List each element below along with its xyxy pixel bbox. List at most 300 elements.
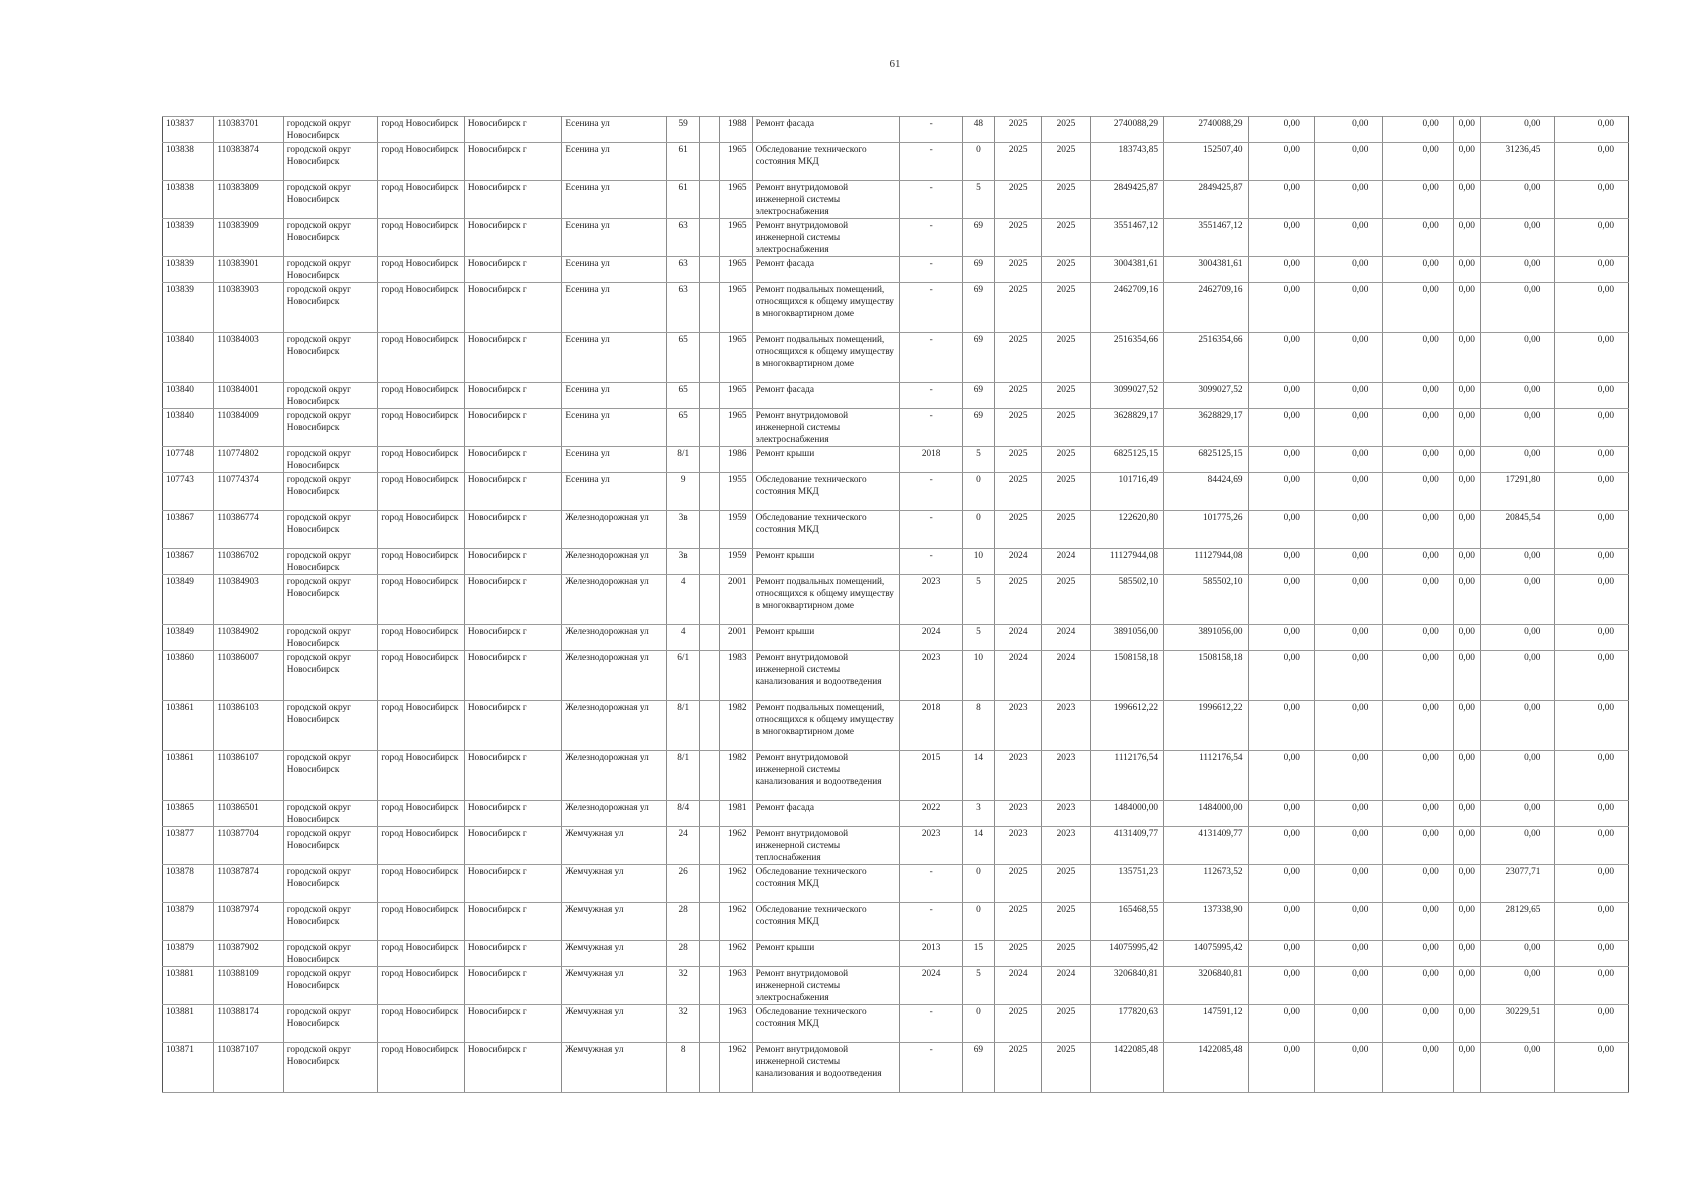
cell-work-type: Ремонт крыши [752, 549, 900, 575]
cell-municipal-district: городской округ Новосибирск [283, 511, 378, 549]
cell-locality: Новосибирск г [464, 181, 562, 219]
cell-house-number: 26 [667, 865, 700, 903]
cell-extra-cost: 0,00 [1555, 143, 1629, 181]
cell-other-cost: 23077,71 [1480, 865, 1554, 903]
cell-build-year: 1962 [720, 941, 752, 967]
cell-local-support: 0,00 [1383, 549, 1453, 575]
cell-plan-year-start: 2025 [995, 219, 1042, 257]
cell-last-repair-year: - [900, 181, 962, 219]
cell-settlement: город Новосибирск [378, 967, 465, 1005]
cell-extra-cost: 0,00 [1555, 511, 1629, 549]
cell-object-code: 110387874 [214, 865, 283, 903]
cell-fund-cost: 2740088,29 [1164, 117, 1249, 143]
table-row [163, 117, 1629, 143]
cell-plan-year-end: 2025 [1042, 473, 1090, 511]
cell-other-cost: 20845,54 [1480, 511, 1554, 549]
cell-settlement: город Новосибирск [378, 473, 465, 511]
cell-total-cost: 177820,63 [1090, 1005, 1163, 1043]
cell-record-id: 103840 [163, 383, 214, 409]
cell-owner-cost: 0,00 [1453, 801, 1480, 827]
cell-build-year: 1965 [720, 333, 752, 383]
cell-wear-percent: 69 [962, 383, 994, 409]
cell-plan-year-end: 2025 [1042, 383, 1090, 409]
cell-fund-cost: 112673,52 [1164, 865, 1249, 903]
cell-house-number: 65 [667, 333, 700, 383]
cell-extra-cost: 0,00 [1555, 257, 1629, 283]
cell-other-cost: 0,00 [1480, 827, 1554, 865]
cell-wear-percent: 69 [962, 409, 994, 447]
cell-municipal-district: городской округ Новосибирск [283, 447, 378, 473]
cell-wear-percent: 0 [962, 1005, 994, 1043]
cell-settlement: город Новосибирск [378, 257, 465, 283]
cell-fund-cost: 585502,10 [1164, 575, 1249, 625]
cell-fund-cost: 1112176,54 [1164, 751, 1249, 801]
cell-settlement: город Новосибирск [378, 383, 465, 409]
cell-work-type: Обследование технического состояния МКД [752, 473, 900, 511]
cell-settlement: город Новосибирск [378, 651, 465, 701]
cell-object-code: 110386103 [214, 701, 283, 751]
cell-wear-percent: 0 [962, 473, 994, 511]
cell-municipal-district: городской округ Новосибирск [283, 333, 378, 383]
table-row [163, 473, 1629, 511]
cell-build-year: 1962 [720, 903, 752, 941]
cell-house-number: 65 [667, 409, 700, 447]
cell-object-code: 110384902 [214, 625, 283, 651]
capital-repair-register-table [162, 116, 1629, 1093]
cell-owner-cost: 0,00 [1453, 701, 1480, 751]
cell-building [700, 409, 720, 447]
cell-other-cost: 0,00 [1480, 751, 1554, 801]
cell-locality: Новосибирск г [464, 801, 562, 827]
cell-street: Есенина ул [562, 333, 667, 383]
cell-wear-percent: 69 [962, 219, 994, 257]
cell-plan-year-start: 2025 [995, 941, 1042, 967]
cell-settlement: город Новосибирск [378, 333, 465, 383]
cell-total-cost: 2849425,87 [1090, 181, 1163, 219]
cell-last-repair-year: 2013 [900, 941, 962, 967]
cell-owner-cost: 0,00 [1453, 751, 1480, 801]
cell-plan-year-end: 2025 [1042, 1043, 1090, 1093]
cell-object-code: 110387974 [214, 903, 283, 941]
table-row [163, 701, 1629, 751]
cell-building [700, 473, 720, 511]
cell-house-number: 61 [667, 143, 700, 181]
cell-build-year: 1981 [720, 801, 752, 827]
cell-owner-cost: 0,00 [1453, 625, 1480, 651]
cell-street: Железнодорожная ул [562, 549, 667, 575]
cell-street: Есенина ул [562, 447, 667, 473]
table-row [163, 827, 1629, 865]
cell-municipal-district: городской округ Новосибирск [283, 903, 378, 941]
cell-settlement: город Новосибирск [378, 575, 465, 625]
cell-object-code: 110384003 [214, 333, 283, 383]
cell-locality: Новосибирск г [464, 219, 562, 257]
cell-building [700, 865, 720, 903]
cell-fund-cost: 3628829,17 [1164, 409, 1249, 447]
cell-plan-year-start: 2023 [995, 827, 1042, 865]
cell-owner-cost: 0,00 [1453, 447, 1480, 473]
cell-work-type: Ремонт внутридомовой инженерной системы электроснабжения [752, 181, 900, 219]
cell-plan-year-end: 2024 [1042, 651, 1090, 701]
cell-local-support: 0,00 [1383, 181, 1453, 219]
cell-municipal-district: городской округ Новосибирск [283, 941, 378, 967]
cell-street: Есенина ул [562, 181, 667, 219]
cell-local-support: 0,00 [1383, 117, 1453, 143]
cell-build-year: 1983 [720, 651, 752, 701]
cell-extra-cost: 0,00 [1555, 941, 1629, 967]
cell-locality: Новосибирск г [464, 409, 562, 447]
cell-record-id: 103867 [163, 549, 214, 575]
cell-street: Железнодорожная ул [562, 575, 667, 625]
cell-object-code: 110386702 [214, 549, 283, 575]
cell-federal-support: 0,00 [1248, 549, 1314, 575]
cell-house-number: 63 [667, 219, 700, 257]
cell-record-id: 103871 [163, 1043, 214, 1093]
cell-building [700, 625, 720, 651]
cell-plan-year-end: 2023 [1042, 827, 1090, 865]
cell-wear-percent: 14 [962, 827, 994, 865]
cell-extra-cost: 0,00 [1555, 801, 1629, 827]
cell-fund-cost: 147591,12 [1164, 1005, 1249, 1043]
cell-plan-year-start: 2024 [995, 549, 1042, 575]
cell-settlement: город Новосибирск [378, 903, 465, 941]
cell-last-repair-year: 2022 [900, 801, 962, 827]
cell-total-cost: 1484000,00 [1090, 801, 1163, 827]
cell-fund-cost: 3004381,61 [1164, 257, 1249, 283]
cell-regional-support: 0,00 [1314, 1043, 1382, 1093]
cell-building [700, 575, 720, 625]
cell-work-type: Ремонт внутридомовой инженерной системы электроснабжения [752, 219, 900, 257]
cell-wear-percent: 15 [962, 941, 994, 967]
cell-owner-cost: 0,00 [1453, 511, 1480, 549]
cell-build-year: 2001 [720, 625, 752, 651]
cell-record-id: 103860 [163, 651, 214, 701]
cell-regional-support: 0,00 [1314, 447, 1382, 473]
cell-work-type: Ремонт подвальных помещений, относящихся к общему имуществу в многоквартирном доме [752, 701, 900, 751]
cell-settlement: город Новосибирск [378, 751, 465, 801]
cell-building [700, 383, 720, 409]
cell-fund-cost: 1422085,48 [1164, 1043, 1249, 1093]
cell-building [700, 1005, 720, 1043]
cell-object-code: 110383701 [214, 117, 283, 143]
cell-locality: Новосибирск г [464, 511, 562, 549]
cell-federal-support: 0,00 [1248, 701, 1314, 751]
cell-total-cost: 2516354,66 [1090, 333, 1163, 383]
cell-street: Жемчужная ул [562, 865, 667, 903]
cell-object-code: 110384009 [214, 409, 283, 447]
cell-extra-cost: 0,00 [1555, 625, 1629, 651]
cell-house-number: 8 [667, 1043, 700, 1093]
cell-fund-cost: 3891056,00 [1164, 625, 1249, 651]
table-row [163, 625, 1629, 651]
cell-settlement: город Новосибирск [378, 511, 465, 549]
cell-wear-percent: 0 [962, 865, 994, 903]
cell-regional-support: 0,00 [1314, 941, 1382, 967]
cell-plan-year-start: 2025 [995, 257, 1042, 283]
cell-work-type: Ремонт подвальных помещений, относящихся к общему имуществу в многоквартирном доме [752, 333, 900, 383]
table-row [163, 549, 1629, 575]
cell-wear-percent: 14 [962, 751, 994, 801]
cell-plan-year-end: 2025 [1042, 865, 1090, 903]
cell-street: Железнодорожная ул [562, 751, 667, 801]
cell-federal-support: 0,00 [1248, 181, 1314, 219]
cell-locality: Новосибирск г [464, 117, 562, 143]
cell-building [700, 903, 720, 941]
cell-plan-year-end: 2025 [1042, 219, 1090, 257]
cell-federal-support: 0,00 [1248, 1005, 1314, 1043]
cell-house-number: 24 [667, 827, 700, 865]
cell-municipal-district: городской округ Новосибирск [283, 801, 378, 827]
table-row [163, 409, 1629, 447]
cell-wear-percent: 0 [962, 903, 994, 941]
cell-settlement: город Новосибирск [378, 283, 465, 333]
cell-object-code: 110383903 [214, 283, 283, 333]
cell-regional-support: 0,00 [1314, 473, 1382, 511]
cell-building [700, 1043, 720, 1093]
table-row [163, 903, 1629, 941]
cell-street: Жемчужная ул [562, 1005, 667, 1043]
cell-other-cost: 0,00 [1480, 283, 1554, 333]
cell-record-id: 103849 [163, 625, 214, 651]
cell-total-cost: 1422085,48 [1090, 1043, 1163, 1093]
cell-federal-support: 0,00 [1248, 383, 1314, 409]
cell-total-cost: 165468,55 [1090, 903, 1163, 941]
cell-work-type: Ремонт внутридомовой инженерной системы канализования и водоотведения [752, 651, 900, 701]
cell-record-id: 103840 [163, 409, 214, 447]
cell-federal-support: 0,00 [1248, 143, 1314, 181]
cell-wear-percent: 8 [962, 701, 994, 751]
cell-fund-cost: 101775,26 [1164, 511, 1249, 549]
cell-total-cost: 2462709,16 [1090, 283, 1163, 333]
cell-work-type: Ремонт фасада [752, 257, 900, 283]
cell-total-cost: 3099027,52 [1090, 383, 1163, 409]
cell-local-support: 0,00 [1383, 827, 1453, 865]
cell-last-repair-year: - [900, 1005, 962, 1043]
cell-record-id: 103839 [163, 257, 214, 283]
cell-locality: Новосибирск г [464, 751, 562, 801]
cell-record-id: 107743 [163, 473, 214, 511]
cell-building [700, 751, 720, 801]
cell-plan-year-end: 2023 [1042, 701, 1090, 751]
cell-owner-cost: 0,00 [1453, 257, 1480, 283]
cell-total-cost: 3628829,17 [1090, 409, 1163, 447]
cell-owner-cost: 0,00 [1453, 181, 1480, 219]
cell-build-year: 1962 [720, 827, 752, 865]
cell-settlement: город Новосибирск [378, 941, 465, 967]
cell-local-support: 0,00 [1383, 143, 1453, 181]
cell-municipal-district: городской округ Новосибирск [283, 1005, 378, 1043]
cell-record-id: 103878 [163, 865, 214, 903]
cell-work-type: Ремонт фасада [752, 383, 900, 409]
cell-street: Жемчужная ул [562, 1043, 667, 1093]
cell-other-cost: 0,00 [1480, 625, 1554, 651]
cell-municipal-district: городской округ Новосибирск [283, 751, 378, 801]
cell-wear-percent: 10 [962, 549, 994, 575]
cell-other-cost: 0,00 [1480, 941, 1554, 967]
cell-record-id: 103838 [163, 181, 214, 219]
cell-last-repair-year: 2023 [900, 575, 962, 625]
table-row [163, 143, 1629, 181]
cell-regional-support: 0,00 [1314, 827, 1382, 865]
cell-building [700, 511, 720, 549]
cell-object-code: 110384001 [214, 383, 283, 409]
cell-last-repair-year: 2018 [900, 447, 962, 473]
cell-record-id: 103861 [163, 751, 214, 801]
cell-house-number: 63 [667, 257, 700, 283]
cell-wear-percent: 5 [962, 181, 994, 219]
cell-regional-support: 0,00 [1314, 701, 1382, 751]
cell-street: Железнодорожная ул [562, 801, 667, 827]
cell-locality: Новосибирск г [464, 283, 562, 333]
cell-total-cost: 4131409,77 [1090, 827, 1163, 865]
cell-federal-support: 0,00 [1248, 903, 1314, 941]
cell-municipal-district: городской округ Новосибирск [283, 143, 378, 181]
cell-federal-support: 0,00 [1248, 967, 1314, 1005]
cell-municipal-district: городской округ Новосибирск [283, 865, 378, 903]
cell-plan-year-end: 2025 [1042, 409, 1090, 447]
cell-last-repair-year: - [900, 143, 962, 181]
cell-build-year: 1965 [720, 181, 752, 219]
cell-municipal-district: городской округ Новосибирск [283, 1043, 378, 1093]
cell-extra-cost: 0,00 [1555, 1005, 1629, 1043]
cell-extra-cost: 0,00 [1555, 473, 1629, 511]
cell-record-id: 103867 [163, 511, 214, 549]
cell-record-id: 103879 [163, 941, 214, 967]
cell-work-type: Обследование технического состояния МКД [752, 865, 900, 903]
cell-other-cost: 0,00 [1480, 967, 1554, 1005]
cell-total-cost: 1112176,54 [1090, 751, 1163, 801]
cell-wear-percent: 69 [962, 1043, 994, 1093]
cell-plan-year-start: 2024 [995, 651, 1042, 701]
cell-other-cost: 0,00 [1480, 219, 1554, 257]
cell-regional-support: 0,00 [1314, 143, 1382, 181]
cell-building [700, 143, 720, 181]
cell-local-support: 0,00 [1383, 751, 1453, 801]
cell-total-cost: 3206840,81 [1090, 967, 1163, 1005]
cell-record-id: 103879 [163, 903, 214, 941]
cell-building [700, 181, 720, 219]
cell-regional-support: 0,00 [1314, 383, 1382, 409]
cell-total-cost: 6825125,15 [1090, 447, 1163, 473]
cell-wear-percent: 48 [962, 117, 994, 143]
cell-local-support: 0,00 [1383, 1043, 1453, 1093]
cell-owner-cost: 0,00 [1453, 283, 1480, 333]
cell-object-code: 110387704 [214, 827, 283, 865]
cell-plan-year-end: 2025 [1042, 333, 1090, 383]
cell-local-support: 0,00 [1383, 865, 1453, 903]
cell-extra-cost: 0,00 [1555, 751, 1629, 801]
cell-build-year: 1962 [720, 1043, 752, 1093]
cell-settlement: город Новосибирск [378, 447, 465, 473]
cell-street: Жемчужная ул [562, 903, 667, 941]
cell-plan-year-start: 2025 [995, 903, 1042, 941]
cell-building [700, 701, 720, 751]
cell-wear-percent: 5 [962, 625, 994, 651]
cell-federal-support: 0,00 [1248, 865, 1314, 903]
cell-building [700, 447, 720, 473]
cell-locality: Новосибирск г [464, 383, 562, 409]
cell-street: Есенина ул [562, 473, 667, 511]
cell-build-year: 1988 [720, 117, 752, 143]
cell-locality: Новосибирск г [464, 333, 562, 383]
cell-house-number: 4 [667, 625, 700, 651]
cell-record-id: 103839 [163, 283, 214, 333]
table-row [163, 751, 1629, 801]
cell-total-cost: 2740088,29 [1090, 117, 1163, 143]
cell-other-cost: 28129,65 [1480, 903, 1554, 941]
cell-federal-support: 0,00 [1248, 941, 1314, 967]
cell-regional-support: 0,00 [1314, 575, 1382, 625]
cell-local-support: 0,00 [1383, 701, 1453, 751]
table-row [163, 1043, 1629, 1093]
cell-plan-year-end: 2023 [1042, 751, 1090, 801]
cell-last-repair-year: - [900, 511, 962, 549]
cell-work-type: Ремонт крыши [752, 625, 900, 651]
cell-plan-year-end: 2025 [1042, 903, 1090, 941]
cell-local-support: 0,00 [1383, 967, 1453, 1005]
cell-last-repair-year: - [900, 219, 962, 257]
cell-work-type: Ремонт внутридомовой инженерной системы канализования и водоотведения [752, 751, 900, 801]
cell-work-type: Ремонт крыши [752, 447, 900, 473]
cell-federal-support: 0,00 [1248, 1043, 1314, 1093]
cell-settlement: город Новосибирск [378, 117, 465, 143]
cell-fund-cost: 3551467,12 [1164, 219, 1249, 257]
cell-street: Железнодорожная ул [562, 511, 667, 549]
cell-street: Железнодорожная ул [562, 701, 667, 751]
cell-total-cost: 11127944,08 [1090, 549, 1163, 575]
cell-settlement: город Новосибирск [378, 143, 465, 181]
cell-extra-cost: 0,00 [1555, 903, 1629, 941]
cell-local-support: 0,00 [1383, 941, 1453, 967]
cell-building [700, 549, 720, 575]
cell-locality: Новосибирск г [464, 967, 562, 1005]
cell-extra-cost: 0,00 [1555, 967, 1629, 1005]
cell-last-repair-year: 2023 [900, 651, 962, 701]
cell-last-repair-year: - [900, 257, 962, 283]
cell-plan-year-start: 2025 [995, 409, 1042, 447]
cell-house-number: 63 [667, 283, 700, 333]
cell-build-year: 1955 [720, 473, 752, 511]
cell-wear-percent: 0 [962, 511, 994, 549]
cell-federal-support: 0,00 [1248, 625, 1314, 651]
cell-federal-support: 0,00 [1248, 283, 1314, 333]
cell-record-id: 103840 [163, 333, 214, 383]
cell-settlement: город Новосибирск [378, 409, 465, 447]
cell-street: Есенина ул [562, 117, 667, 143]
cell-plan-year-end: 2025 [1042, 117, 1090, 143]
cell-municipal-district: городской округ Новосибирск [283, 257, 378, 283]
cell-regional-support: 0,00 [1314, 181, 1382, 219]
cell-last-repair-year: - [900, 283, 962, 333]
cell-local-support: 0,00 [1383, 283, 1453, 333]
cell-object-code: 110387107 [214, 1043, 283, 1093]
cell-local-support: 0,00 [1383, 575, 1453, 625]
cell-work-type: Ремонт внутридомовой инженерной системы канализования и водоотведения [752, 1043, 900, 1093]
cell-extra-cost: 0,00 [1555, 383, 1629, 409]
cell-fund-cost: 2849425,87 [1164, 181, 1249, 219]
cell-regional-support: 0,00 [1314, 257, 1382, 283]
cell-plan-year-end: 2025 [1042, 511, 1090, 549]
cell-street: Жемчужная ул [562, 941, 667, 967]
cell-owner-cost: 0,00 [1453, 409, 1480, 447]
cell-extra-cost: 0,00 [1555, 865, 1629, 903]
cell-plan-year-end: 2025 [1042, 1005, 1090, 1043]
cell-regional-support: 0,00 [1314, 333, 1382, 383]
cell-plan-year-end: 2025 [1042, 181, 1090, 219]
cell-owner-cost: 0,00 [1453, 1043, 1480, 1093]
cell-street: Есенина ул [562, 143, 667, 181]
cell-house-number: 3в [667, 549, 700, 575]
